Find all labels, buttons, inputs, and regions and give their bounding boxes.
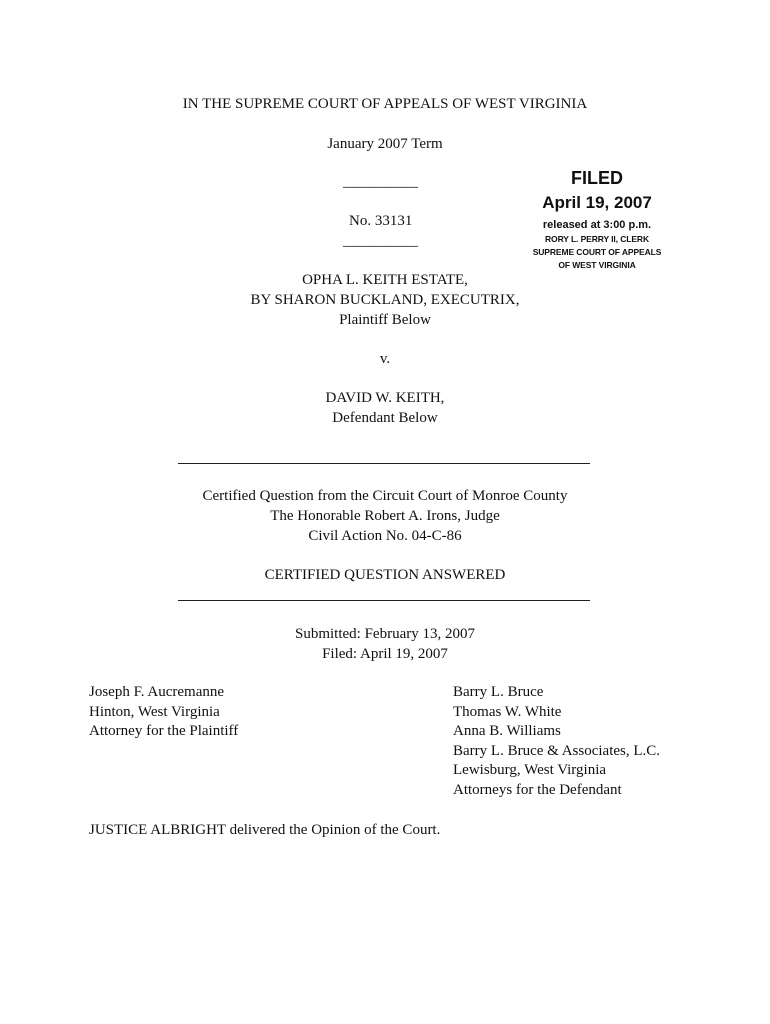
versus: v. [379,351,391,367]
docket-rule-bottom: __________ [343,233,418,249]
certified-line1: Certified Question from the Circuit Court of Monroe County [202,488,568,504]
counsel-defendant-line: Barry L. Bruce [453,684,544,700]
certified-line3: Civil Action No. 04-C-86 [308,528,462,544]
stamp-clerk: RORY L. PERRY II, CLERK [545,234,649,244]
opinion-line: JUSTICE ALBRIGHT delivered the Opinion of the Court. [89,822,441,838]
counsel-defendant-line: Attorneys for the Defendant [453,781,622,798]
stamp-released: released at 3:00 p.m. [542,219,652,231]
court-heading: IN THE SUPREME COURT OF APPEALS OF WEST VIRGINIA [182,96,588,112]
term: January 2007 Term [327,136,443,152]
stamp-date: April 19, 2007 [542,193,652,212]
counsel-plaintiff-line: Hinton, West Virginia [89,703,220,720]
defendant-name: DAVID W. KEITH, [325,390,445,406]
stamp-court-line1: SUPREME COURT OF APPEALS [532,247,662,257]
filed-stamp [515,166,679,272]
counsel-plaintiff-line: Joseph F. Aucremanne [89,684,225,700]
counsel-defendant-line: Anna B. Williams [453,723,561,739]
submitted-date: Submitted: February 13, 2007 [295,626,475,642]
docket-rule-top: __________ [343,174,418,190]
plaintiff-line2: BY SHARON BUCKLAND, EXECUTRIX, [250,292,520,308]
counsel-defendant-line: Barry L. Bruce & Associates, L.C. [453,742,661,759]
stamp-court-line2: OF WEST VIRGINIA [558,260,636,270]
filed-date: Filed: April 19, 2007 [322,646,448,662]
separator-rule-top [178,463,590,464]
certified-result: CERTIFIED QUESTION ANSWERED [264,567,506,583]
separator-rule-bottom [178,600,590,601]
defendant-role: Defendant Below [332,410,438,426]
counsel-plaintiff-line: Attorney for the Plaintiff [89,723,239,739]
counsel-defendant-line: Lewisburg, West Virginia [453,762,607,778]
counsel-defendant-line: Thomas W. White [453,703,562,720]
stamp-filed: FILED [571,168,623,188]
docket-number: No. 33131 [349,213,413,229]
plaintiff-line1: OPHA L. KEITH ESTATE, [302,272,468,288]
counsel-plaintiff [89,683,238,742]
counsel-defendant [453,683,660,800]
plaintiff-role: Plaintiff Below [339,312,431,328]
certified-line2: The Honorable Robert A. Irons, Judge [270,508,500,524]
